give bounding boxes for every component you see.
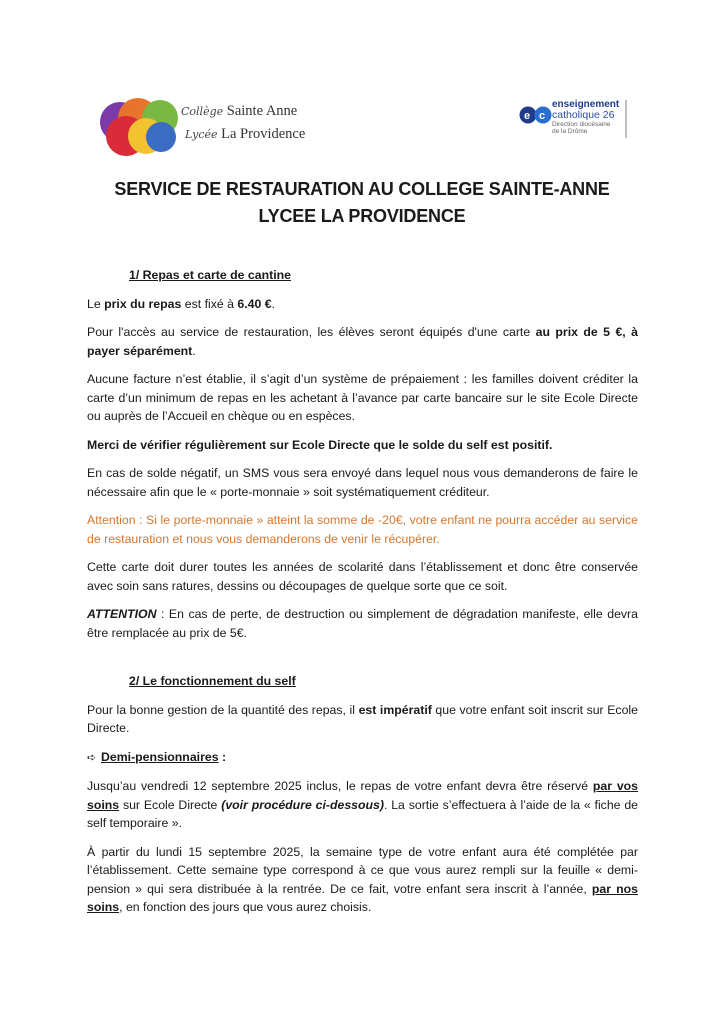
section2-heading: 2/ Le fonctionnement du self (129, 674, 296, 688)
section1-p1 (87, 295, 638, 314)
section1-p8 (87, 605, 638, 642)
text: Pour la bonne gestion de la quantité des repas, il (87, 702, 359, 717)
balance-notice: Merci de vérifier régulièrement sur Ecole Directe que le solde du self est positif. (87, 437, 553, 452)
meal-price: 6.40 € (237, 296, 272, 311)
colored-circles-logo-mark (98, 98, 188, 158)
imperative-label: est impératif (358, 702, 432, 717)
ec-line1: enseignement (552, 99, 620, 110)
text: : En cas de perte, de destruction ou simplement de dégradation manifeste, elle devra être remplacée au prix de 5€. (87, 607, 638, 640)
text: Pour l'accès au service de restauration, les élèves seront équipés d'une carte (87, 325, 536, 339)
section1-heading: 1/ Repas et carte de cantine (129, 268, 291, 282)
title-line-2: LYCEE LA PROVIDENCE (258, 206, 466, 226)
section1-p4 (87, 436, 638, 455)
svg-text:e: e (524, 110, 531, 122)
college-prefix: Collège (181, 105, 224, 118)
text: : (218, 749, 227, 764)
school-logo-text (181, 100, 305, 146)
text: que votre enfant soit inscrit sur Ecole Directe. (87, 702, 638, 735)
text: est fixé à (181, 296, 238, 311)
section2-p2 (87, 777, 638, 833)
document-body (87, 266, 638, 927)
text: sur Ecole Directe (119, 797, 222, 812)
text: . (192, 343, 196, 358)
section2-p3 (87, 843, 638, 917)
meal-price-label: prix du repas (104, 296, 182, 311)
section1-p5: En cas de solde négatif, un SMS vous sera envoyé dans lequel nous vous demanderons de faire le nécessaire afin que le « porte-monnaie » soit systématiquement créditeur. (87, 466, 638, 499)
procedure-note: (voir procédure ci-dessous) (221, 797, 384, 812)
by-you-label: par vos soins (87, 779, 639, 812)
lycee-name: La Providence (221, 126, 306, 142)
ec-logo-text (552, 99, 619, 135)
ec-line2: catholique 26 (552, 109, 615, 121)
arrow-icon: ➪ (87, 751, 97, 764)
enseignement-catholique-logo (519, 99, 639, 143)
svg-text:c: c (539, 110, 546, 122)
text: . La sortie s’effectuera à l’aide de la « fiche de self temporaire ». (87, 797, 639, 830)
ec-sub2: de la Drôme (552, 128, 588, 135)
college-name: Sainte Anne (226, 103, 298, 119)
section1-p2 (87, 323, 638, 360)
ec-sub1: Direction diocésaine (552, 121, 611, 128)
ec-logo-icon (519, 105, 553, 125)
title-line-1: SERVICE DE RESTAURATION AU COLLEGE SAINTE-ANNE (114, 179, 610, 199)
ec-divider (625, 100, 627, 138)
lycee-prefix: Lycée (185, 128, 218, 141)
document-title (0, 176, 724, 230)
text: Le (87, 296, 105, 311)
section2-p1 (87, 701, 638, 738)
by-us-label: par nos soins (87, 881, 638, 914)
attention-label: ATTENTION (87, 607, 157, 621)
section2-subhead (87, 748, 638, 768)
card-price: au prix de 5 €, à payer séparément (87, 325, 638, 358)
section1-p7: Cette carte doit durer toutes les années de scolarité dans l’établissement et donc être conservée avec soin sans ratures, dessins ou découpages de quelque sorte que ce soit. (87, 560, 638, 593)
text: Jusqu’au vendredi 12 septembre 2025 inclus, le repas de votre enfant devra être réservé (87, 779, 593, 793)
section1-p3: Aucune facture n’est établie, il s’agit d’un système de prépaiement : les familles doivent créditer la carte d’un minimum de repas en les achetant à l’avance par carte bancaire sur le site Ecole Directe ou auprès de l’Accueil en chèque ou en espèces. (87, 372, 638, 423)
demi-pensionnaires-label: Demi-pensionnaires (101, 749, 219, 764)
text: . (271, 296, 276, 311)
section1-p6-warning: Attention : Si le porte-monnaie » atteint la somme de -20€, votre enfant ne pourra accéder au service de restauration et nous vous demanderons de venir le récupérer. (87, 513, 638, 546)
text: À partir du lundi 15 septembre 2025, la semaine type de votre enfant aura été complétée par l’établissement. Cette semaine type correspond à ce que vous aurez rempli sur la feuille « demi-pension » qui sera distribuée à la rentrée. De ce fait, votre enfant sera inscrit à l’année, (87, 844, 638, 896)
school-logo (98, 98, 318, 158)
text: , en fonction des jours que vous aurez choisis. (119, 900, 372, 914)
